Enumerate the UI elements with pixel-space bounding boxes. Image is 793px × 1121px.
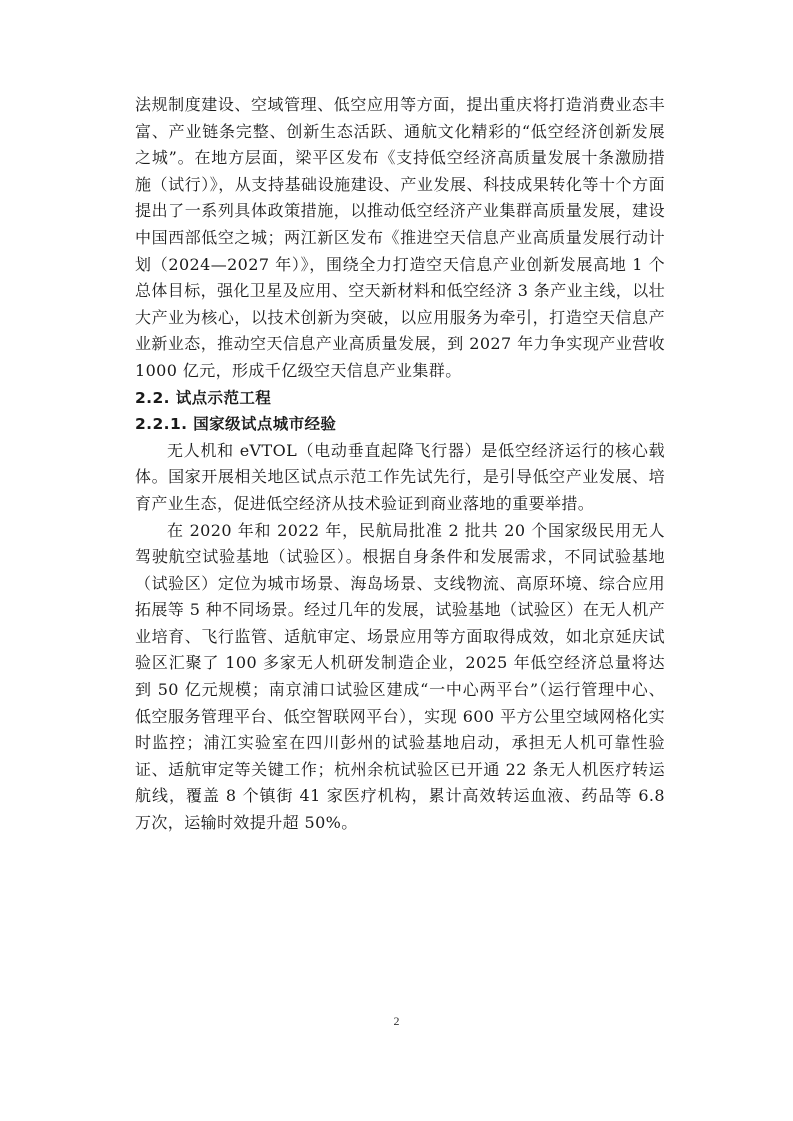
page-number: 2 (393, 1014, 400, 1028)
body-paragraph: 法规制度建设、空域管理、低空应用等方面，提出重庆将打造消费业态丰富、产业链条完整、创新生态活跃、通航文化精彩的“低空经济创新发展之城”。在地方层面，梁平区发布《支持低空经济高质量发展十条激励措施（试行）》，从支持基础设施建设、产业发展、科技成果转化等十个方面提出了一系列具体政策措施，以推动低空经济产业集群高质量发展，建设中国西部低空之城；两江新区发布《推进空天信息产业高质量发展行动计划（2024—2027 年）》，围绕全力打造空天信息产业创新发展高地 1 个总体目标，强化卫星及应用、空天新材料和低空经济 3 条产业主线，以壮大产业为核心，以技术创新为突破，以应用服务为牵引，打造空天信息产业新业态，推动空天信息产业高质量发展，到 2027 年力争实现产业营收 1000 亿元，形成千亿级空天信息产业集群。 (135, 95, 665, 380)
subsection-heading: 2.2.1. 国家级试点城市经验 (135, 415, 337, 434)
body-paragraph: 在 2020 年和 2022 年，民航局批准 2 批共 20 个国家级民用无人驾驶航空试验基地（试验区）。根据自身条件和发展需求，不同试验基地（试验区）定位为城市场景、海岛场景、支线物流、高原环境、综合应用拓展等 5 种不同场景。经过几年的发展，试验基地（试验区）在无人机产业培育、飞行监管、适航审定、场景应用等方面取得成效，如北京延庆试验区汇聚了 100 多家无人机研发制造企业，2025 年低空经济总量将达到 50 亿元规模；南京浦口试验区建成“一中心两平台”（运行管理中心、低空服务管理平台、低空智联网平台），实现 600 平方公里空域网格化实时监控；浦江实验室在四川彭州的试验基地启动，承担无人机可靠性验证、适航审定等关键工作；杭州余杭试验区已开通 22 条无人机医疗转运航线，覆盖 8 个镇街 41 家医疗机构，累计高效转运血液、药品等 6.8 万次，运输时效提升超 50%。 (135, 520, 665, 833)
body-paragraph: 无人机和 eVTOL（电动垂直起降飞行器）是低空经济运行的核心载体。国家开展相关地区试点示范工作先试先行，是引导低空产业发展、培育产业生态，促进低空经济从技术验证到商业落地的重要举措。 (135, 440, 665, 513)
section-heading: 2.2. 试点示范工程 (135, 388, 272, 407)
page-content (135, 92, 665, 837)
